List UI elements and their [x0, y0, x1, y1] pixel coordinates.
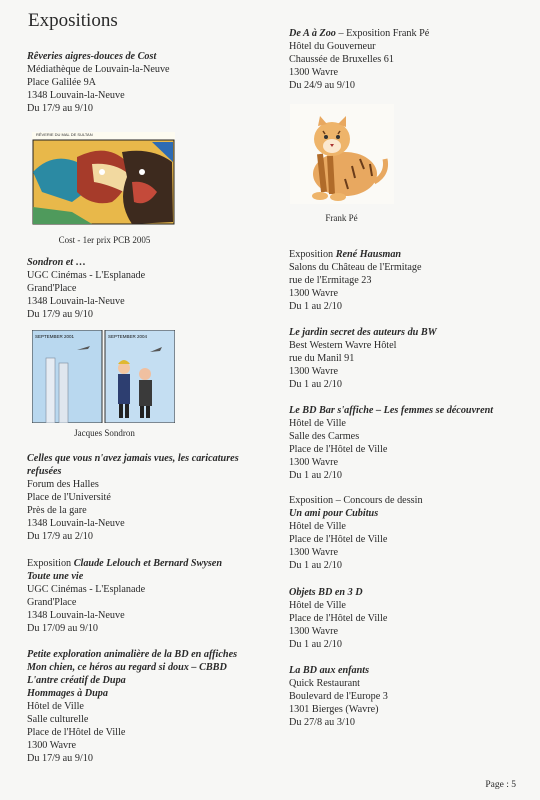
exhibition-hausman	[289, 248, 529, 313]
frankpe-caption: Frank Pé	[325, 213, 358, 223]
cost-caption: Cost - 1er prix PCB 2005	[58, 235, 151, 245]
cost-image-heading: RÊVERIE DU MAL DE SULTAN	[36, 132, 93, 137]
room: Salle culturelle	[27, 714, 89, 725]
exhibition-jardin	[289, 326, 529, 391]
address: Grand'Place	[27, 597, 77, 608]
address: Boulevard de l'Europe 3	[289, 691, 388, 702]
venue: Hôtel de Ville	[289, 521, 346, 532]
venue: UGC Cinémas - L'Esplanade	[27, 270, 146, 281]
exhibition-title-3: L'antre créatif de Dupa	[27, 675, 126, 686]
city: 1348 Louvain-la-Neuve	[27, 90, 125, 101]
dates: Du 1 au 2/10	[289, 470, 342, 481]
address: Place de l'Hôtel de Ville	[289, 613, 388, 624]
dates: Du 17/9 au 2/10	[27, 531, 93, 542]
venue: Quick Restaurant	[289, 678, 361, 689]
exhibition-title: Sondron et …	[27, 257, 86, 268]
city: 1300 Wavre	[27, 740, 77, 751]
sondron-panel2-label: SEPTEMBER 2004	[108, 334, 148, 339]
dates: Du 1 au 2/10	[289, 639, 342, 650]
exhibition-caricatures	[27, 452, 267, 543]
address: Place de l'Hôtel de Ville	[289, 534, 388, 545]
exhibition-title: De A à Zoo	[289, 28, 336, 39]
exhibition-title: Claude Lelouch et Bernard Swysen	[73, 558, 222, 569]
exhibition-bdbar	[289, 404, 529, 482]
address-note: Près de la gare	[27, 505, 87, 516]
exhibition-intro: Exposition – Concours de dessin	[289, 495, 423, 506]
address: Place de l'Université	[27, 492, 111, 503]
exhibition-enfants	[289, 664, 529, 729]
exhibition-title: Le BD Bar s'affiche – Les femmes se découvrent	[289, 405, 494, 416]
city: 1300 Wavre	[289, 626, 339, 637]
city: 1301 Bierges (Wavre)	[289, 704, 379, 715]
exhibition-cubitus	[289, 494, 529, 572]
venue: UGC Cinémas - L'Esplanade	[27, 584, 146, 595]
city: 1300 Wavre	[289, 547, 339, 558]
dates: Du 1 au 2/10	[289, 560, 342, 571]
address: rue de l'Ermitage 23	[289, 275, 372, 286]
cost-cartoon-image	[32, 132, 175, 225]
dates: Du 17/9 au 9/10	[27, 309, 93, 320]
page-number: Page : 5	[485, 780, 516, 790]
dates: Du 24/9 au 9/10	[289, 80, 355, 91]
exhibition-title: René Hausman	[335, 249, 402, 260]
page-title: Expositions	[28, 10, 118, 31]
exhibition-objets	[289, 586, 529, 651]
exhibition-title: Celles que vous n'avez jamais vues, les caricatures	[27, 453, 239, 464]
exhibition-animaliere	[27, 648, 267, 765]
exhibition-title: Objets BD en 3 D	[289, 587, 363, 598]
address: Place de l'Hôtel de Ville	[27, 727, 126, 738]
exhibition-sondron	[27, 256, 267, 321]
city: 1348 Louvain-la-Neuve	[27, 518, 125, 529]
exhibition-subtitle: Toute une vie	[27, 571, 84, 582]
address: rue du Manil 91	[289, 353, 355, 364]
exhibition-title: Petite exploration animalière de la BD en affiches	[27, 649, 238, 660]
city: 1348 Louvain-la-Neuve	[27, 610, 125, 621]
dates: Du 1 au 2/10	[289, 301, 342, 312]
exhibition-title: La BD aux enfants	[289, 665, 370, 676]
dates: Du 17/09 au 9/10	[27, 623, 99, 634]
city: 1300 Wavre	[289, 67, 339, 78]
exhibition-title: Un ami pour Cubitus	[289, 508, 379, 519]
exhibition-frankpe	[289, 27, 529, 92]
address: Chaussée de Bruxelles 61	[289, 54, 394, 65]
address: Grand'Place	[27, 283, 77, 294]
venue: Médiathèque de Louvain-la-Neuve	[27, 64, 170, 75]
frankpe-tiger-image	[290, 104, 394, 204]
address: Place Galilée 9A	[27, 77, 97, 88]
exhibition-prefix: Exposition	[27, 558, 74, 569]
dates: Du 27/8 au 3/10	[289, 717, 355, 728]
venue: Hôtel de Ville	[289, 418, 346, 429]
exhibition-cost	[27, 50, 267, 115]
venue: Hôtel du Gouverneur	[289, 41, 376, 52]
dates: Du 17/9 au 9/10	[27, 103, 93, 114]
exhibition-lelouch	[27, 557, 267, 635]
venue: Hôtel de Ville	[27, 701, 84, 712]
sondron-panel1-label: SEPTEMBER 2001	[35, 334, 75, 339]
city: 1300 Wavre	[289, 457, 339, 468]
dates: Du 1 au 2/10	[289, 379, 342, 390]
exhibition-suffix: – Exposition Frank Pé	[335, 28, 430, 39]
sondron-caption: Jacques Sondron	[74, 428, 135, 438]
venue: Hôtel de Ville	[289, 600, 346, 611]
exhibition-title: Rêveries aigres-douces de Cost	[27, 51, 157, 62]
exhibition-title-4: Hommages à Dupa	[27, 688, 108, 699]
exhibition-prefix: Exposition	[289, 249, 336, 260]
room: Salle des Carmes	[289, 431, 360, 442]
venue: Salons du Château de l'Ermitage	[289, 262, 422, 273]
venue: Forum des Halles	[27, 479, 99, 490]
exhibition-title-continued: refusées	[27, 466, 62, 477]
sondron-cartoon-image	[32, 330, 175, 423]
city: 1300 Wavre	[289, 366, 339, 377]
exhibition-title-2: Mon chien, ce héros au regard si doux – CBBD	[27, 662, 227, 673]
exhibition-title: Le jardin secret des auteurs du BW	[289, 327, 437, 338]
city: 1348 Louvain-la-Neuve	[27, 296, 125, 307]
address: Place de l'Hôtel de Ville	[289, 444, 388, 455]
city: 1300 Wavre	[289, 288, 339, 299]
dates: Du 17/9 au 9/10	[27, 753, 93, 764]
venue: Best Western Wavre Hôtel	[289, 340, 397, 351]
